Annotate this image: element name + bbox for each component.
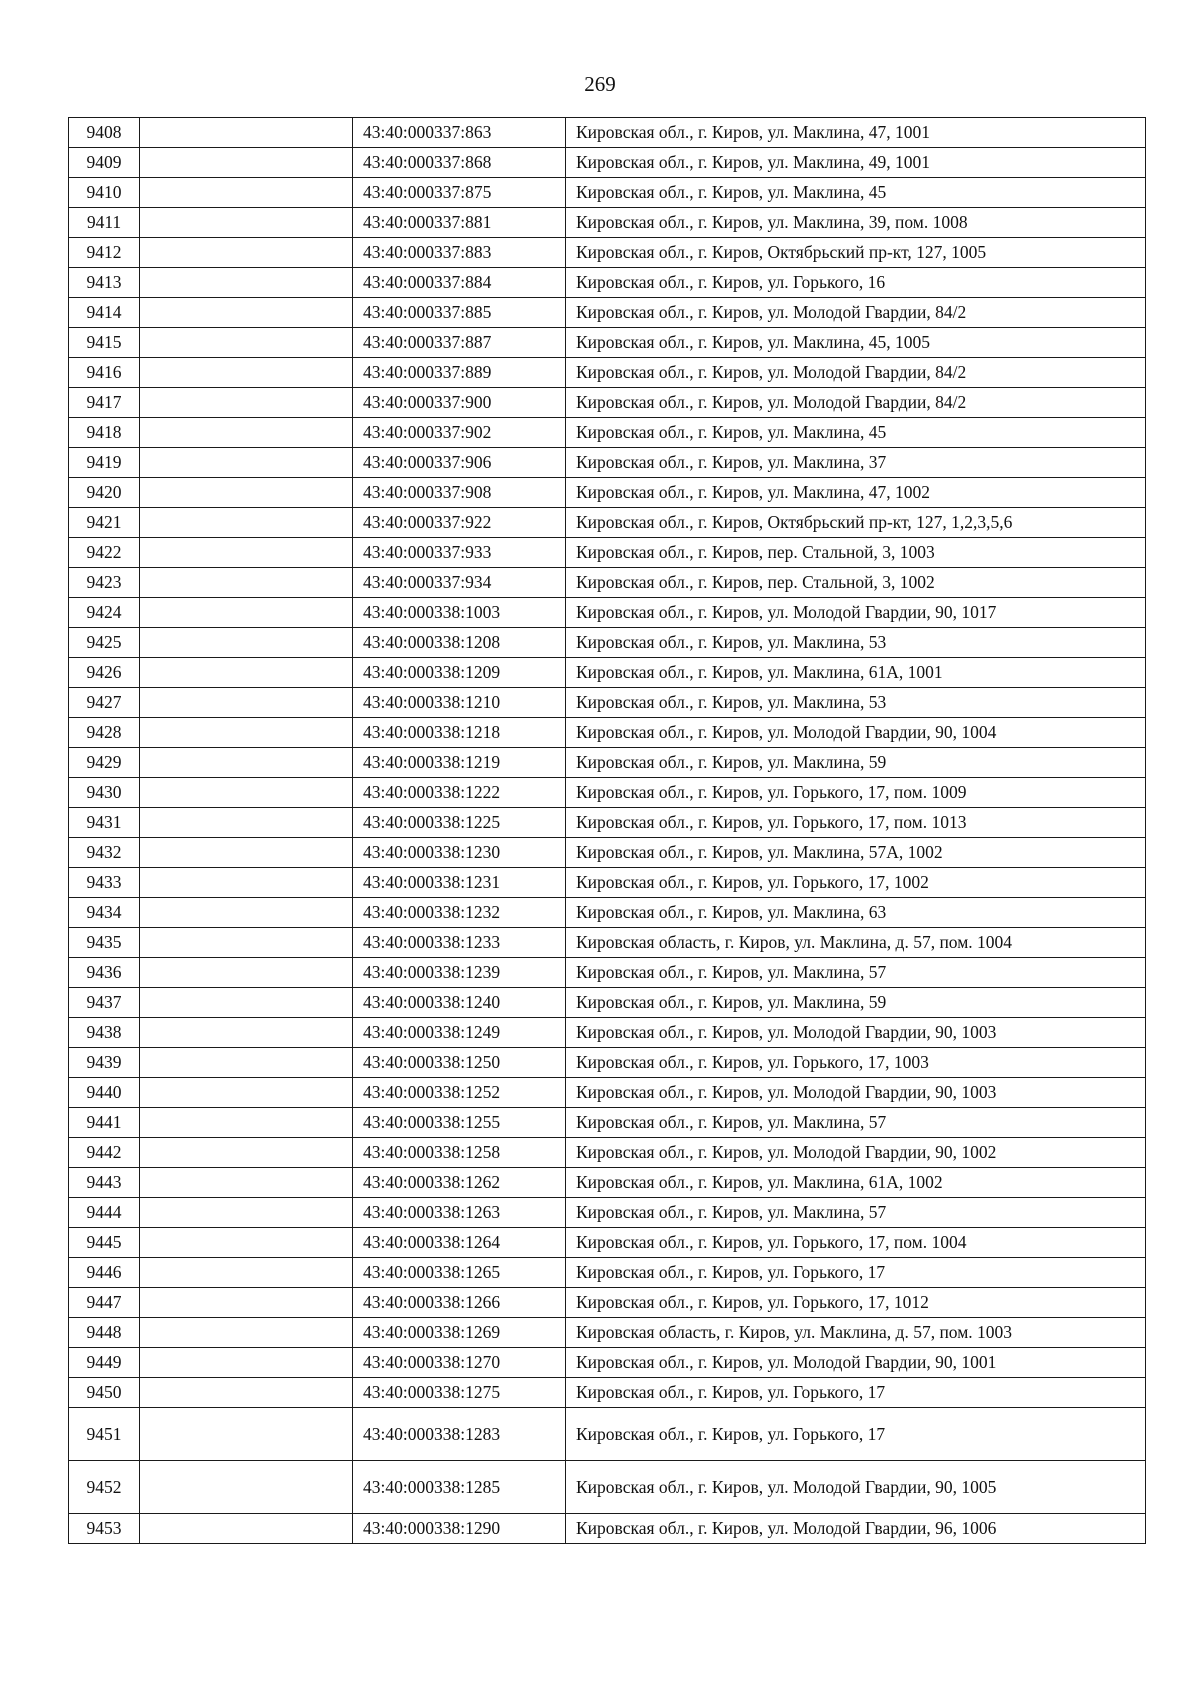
address-cell: Кировская обл., г. Киров, ул. Горького, 17	[566, 1258, 1146, 1288]
row-number-cell: 9440	[69, 1078, 140, 1108]
blank-cell	[140, 1258, 353, 1288]
table-row	[69, 358, 1146, 388]
cadastral-number-cell: 43:40:000338:1210	[353, 688, 566, 718]
blank-cell	[140, 1078, 353, 1108]
row-number-cell: 9447	[69, 1288, 140, 1318]
table-row	[69, 298, 1146, 328]
table-row	[69, 448, 1146, 478]
table-row	[69, 898, 1146, 928]
cadastral-number-cell: 43:40:000338:1240	[353, 988, 566, 1018]
row-number-cell: 9414	[69, 298, 140, 328]
blank-cell	[140, 118, 353, 148]
address-cell: Кировская обл., г. Киров, ул. Маклина, 57А, 1002	[566, 838, 1146, 868]
blank-cell	[140, 1168, 353, 1198]
blank-cell	[140, 658, 353, 688]
register-table	[68, 117, 1146, 1544]
row-number-cell: 9419	[69, 448, 140, 478]
table-row	[69, 658, 1146, 688]
blank-cell	[140, 508, 353, 538]
address-cell: Кировская обл., г. Киров, ул. Горького, 17, пом. 1004	[566, 1228, 1146, 1258]
cadastral-number-cell: 43:40:000337:889	[353, 358, 566, 388]
row-number-cell: 9420	[69, 478, 140, 508]
row-number-cell: 9437	[69, 988, 140, 1018]
row-number-cell: 9448	[69, 1318, 140, 1348]
address-cell: Кировская обл., г. Киров, ул. Маклина, 49, 1001	[566, 148, 1146, 178]
blank-cell	[140, 1228, 353, 1258]
blank-cell	[140, 598, 353, 628]
table-row	[69, 748, 1146, 778]
table-row	[69, 628, 1146, 658]
row-number-cell: 9417	[69, 388, 140, 418]
cadastral-number-cell: 43:40:000337:881	[353, 208, 566, 238]
row-number-cell: 9410	[69, 178, 140, 208]
address-cell: Кировская обл., г. Киров, ул. Маклина, 37	[566, 448, 1146, 478]
address-cell: Кировская обл., г. Киров, ул. Молодой Гвардии, 90, 1005	[566, 1461, 1146, 1514]
address-cell: Кировская обл., г. Киров, ул. Маклина, 45	[566, 418, 1146, 448]
row-number-cell: 9425	[69, 628, 140, 658]
table-row	[69, 268, 1146, 298]
blank-cell	[140, 778, 353, 808]
cadastral-number-cell: 43:40:000338:1270	[353, 1348, 566, 1378]
table-row	[69, 1514, 1146, 1544]
address-cell: Кировская обл., г. Киров, Октябрьский пр-кт, 127, 1005	[566, 238, 1146, 268]
blank-cell	[140, 268, 353, 298]
row-number-cell: 9426	[69, 658, 140, 688]
cadastral-number-cell: 43:40:000338:1269	[353, 1318, 566, 1348]
address-cell: Кировская обл., г. Киров, ул. Горького, 16	[566, 268, 1146, 298]
cadastral-number-cell: 43:40:000338:1290	[353, 1514, 566, 1544]
blank-cell	[140, 688, 353, 718]
table-row	[69, 778, 1146, 808]
table-row	[69, 1461, 1146, 1514]
blank-cell	[140, 1288, 353, 1318]
table-row	[69, 1318, 1146, 1348]
table-row	[69, 1108, 1146, 1138]
table-row	[69, 1018, 1146, 1048]
address-cell: Кировская обл., г. Киров, ул. Молодой Гвардии, 90, 1004	[566, 718, 1146, 748]
cadastral-number-cell: 43:40:000338:1258	[353, 1138, 566, 1168]
cadastral-number-cell: 43:40:000337:885	[353, 298, 566, 328]
address-cell: Кировская обл., г. Киров, ул. Горького, 17, 1002	[566, 868, 1146, 898]
cadastral-number-cell: 43:40:000338:1250	[353, 1048, 566, 1078]
blank-cell	[140, 898, 353, 928]
row-number-cell: 9412	[69, 238, 140, 268]
blank-cell	[140, 418, 353, 448]
cadastral-number-cell: 43:40:000338:1264	[353, 1228, 566, 1258]
table-row	[69, 1288, 1146, 1318]
row-number-cell: 9432	[69, 838, 140, 868]
row-number-cell: 9427	[69, 688, 140, 718]
register-table-body	[69, 118, 1146, 1544]
table-row	[69, 1258, 1146, 1288]
blank-cell	[140, 1138, 353, 1168]
address-cell: Кировская обл., г. Киров, ул. Маклина, 57	[566, 958, 1146, 988]
blank-cell	[140, 1348, 353, 1378]
blank-cell	[140, 568, 353, 598]
blank-cell	[140, 1108, 353, 1138]
cadastral-number-cell: 43:40:000337:875	[353, 178, 566, 208]
address-cell: Кировская обл., г. Киров, ул. Горького, 17	[566, 1378, 1146, 1408]
row-number-cell: 9450	[69, 1378, 140, 1408]
table-row	[69, 1048, 1146, 1078]
blank-cell	[140, 1318, 353, 1348]
cadastral-number-cell: 43:40:000338:1265	[353, 1258, 566, 1288]
address-cell: Кировская обл., г. Киров, ул. Горького, 17, пом. 1013	[566, 808, 1146, 838]
table-row	[69, 1348, 1146, 1378]
cadastral-number-cell: 43:40:000338:1266	[353, 1288, 566, 1318]
blank-cell	[140, 298, 353, 328]
row-number-cell: 9435	[69, 928, 140, 958]
cadastral-number-cell: 43:40:000337:902	[353, 418, 566, 448]
row-number-cell: 9451	[69, 1408, 140, 1461]
cadastral-number-cell: 43:40:000338:1003	[353, 598, 566, 628]
address-cell: Кировская обл., г. Киров, пер. Стальной, 3, 1003	[566, 538, 1146, 568]
table-row	[69, 568, 1146, 598]
blank-cell	[140, 838, 353, 868]
cadastral-number-cell: 43:40:000338:1285	[353, 1461, 566, 1514]
row-number-cell: 9449	[69, 1348, 140, 1378]
table-row	[69, 418, 1146, 448]
blank-cell	[140, 1514, 353, 1544]
table-row	[69, 718, 1146, 748]
cadastral-number-cell: 43:40:000338:1225	[353, 808, 566, 838]
row-number-cell: 9429	[69, 748, 140, 778]
row-number-cell: 9428	[69, 718, 140, 748]
address-cell: Кировская обл., г. Киров, ул. Молодой Гвардии, 90, 1001	[566, 1348, 1146, 1378]
cadastral-number-cell: 43:40:000337:868	[353, 148, 566, 178]
blank-cell	[140, 328, 353, 358]
row-number-cell: 9443	[69, 1168, 140, 1198]
address-cell: Кировская обл., г. Киров, ул. Молодой Гвардии, 90, 1003	[566, 1018, 1146, 1048]
table-row	[69, 238, 1146, 268]
address-cell: Кировская обл., г. Киров, ул. Маклина, 57	[566, 1198, 1146, 1228]
cadastral-number-cell: 43:40:000337:883	[353, 238, 566, 268]
table-row	[69, 808, 1146, 838]
address-cell: Кировская обл., г. Киров, ул. Маклина, 59	[566, 988, 1146, 1018]
cadastral-number-cell: 43:40:000338:1233	[353, 928, 566, 958]
blank-cell	[140, 388, 353, 418]
table-row	[69, 388, 1146, 418]
cadastral-number-cell: 43:40:000338:1231	[353, 868, 566, 898]
address-cell: Кировская обл., г. Киров, ул. Маклина, 39, пом. 1008	[566, 208, 1146, 238]
blank-cell	[140, 1018, 353, 1048]
row-number-cell: 9430	[69, 778, 140, 808]
table-row	[69, 478, 1146, 508]
address-cell: Кировская обл., г. Киров, ул. Маклина, 57	[566, 1108, 1146, 1138]
blank-cell	[140, 718, 353, 748]
blank-cell	[140, 238, 353, 268]
table-row	[69, 148, 1146, 178]
table-row	[69, 1168, 1146, 1198]
table-row	[69, 538, 1146, 568]
cadastral-number-cell: 43:40:000337:863	[353, 118, 566, 148]
blank-cell	[140, 1408, 353, 1461]
address-cell: Кировская обл., г. Киров, ул. Молодой Гвардии, 90, 1017	[566, 598, 1146, 628]
page-number: 269	[584, 72, 616, 96]
table-row	[69, 868, 1146, 898]
row-number-cell: 9445	[69, 1228, 140, 1258]
blank-cell	[140, 208, 353, 238]
row-number-cell: 9453	[69, 1514, 140, 1544]
cadastral-number-cell: 43:40:000338:1232	[353, 898, 566, 928]
address-cell: Кировская обл., г. Киров, ул. Маклина, 61А, 1001	[566, 658, 1146, 688]
table-row	[69, 1078, 1146, 1108]
cadastral-number-cell: 43:40:000338:1219	[353, 748, 566, 778]
cadastral-number-cell: 43:40:000338:1239	[353, 958, 566, 988]
table-row	[69, 118, 1146, 148]
table-row	[69, 1228, 1146, 1258]
table-row	[69, 1408, 1146, 1461]
row-number-cell: 9423	[69, 568, 140, 598]
blank-cell	[140, 1198, 353, 1228]
address-cell: Кировская обл., г. Киров, ул. Горького, 17, 1012	[566, 1288, 1146, 1318]
blank-cell	[140, 478, 353, 508]
table-row	[69, 328, 1146, 358]
cadastral-number-cell: 43:40:000338:1209	[353, 658, 566, 688]
address-cell: Кировская обл., г. Киров, ул. Маклина, 47, 1002	[566, 478, 1146, 508]
address-cell: Кировская обл., г. Киров, ул. Маклина, 53	[566, 628, 1146, 658]
address-cell: Кировская обл., г. Киров, ул. Маклина, 61А, 1002	[566, 1168, 1146, 1198]
row-number-cell: 9431	[69, 808, 140, 838]
cadastral-number-cell: 43:40:000338:1275	[353, 1378, 566, 1408]
blank-cell	[140, 148, 353, 178]
cadastral-number-cell: 43:40:000338:1263	[353, 1198, 566, 1228]
cadastral-number-cell: 43:40:000338:1262	[353, 1168, 566, 1198]
table-row	[69, 958, 1146, 988]
address-cell: Кировская обл., г. Киров, пер. Стальной, 3, 1002	[566, 568, 1146, 598]
cadastral-number-cell: 43:40:000337:900	[353, 388, 566, 418]
cadastral-number-cell: 43:40:000337:934	[353, 568, 566, 598]
cadastral-number-cell: 43:40:000338:1230	[353, 838, 566, 868]
cadastral-number-cell: 43:40:000338:1283	[353, 1408, 566, 1461]
blank-cell	[140, 1048, 353, 1078]
blank-cell	[140, 628, 353, 658]
address-cell: Кировская область, г. Киров, ул. Маклина, д. 57, пом. 1003	[566, 1318, 1146, 1348]
blank-cell	[140, 178, 353, 208]
row-number-cell: 9439	[69, 1048, 140, 1078]
row-number-cell: 9441	[69, 1108, 140, 1138]
address-cell: Кировская обл., г. Киров, ул. Молодой Гвардии, 84/2	[566, 358, 1146, 388]
cadastral-number-cell: 43:40:000338:1218	[353, 718, 566, 748]
table-row	[69, 838, 1146, 868]
address-cell: Кировская область, г. Киров, ул. Маклина, д. 57, пом. 1004	[566, 928, 1146, 958]
row-number-cell: 9446	[69, 1258, 140, 1288]
table-row	[69, 1198, 1146, 1228]
address-cell: Кировская обл., г. Киров, ул. Маклина, 45	[566, 178, 1146, 208]
address-cell: Кировская обл., г. Киров, ул. Горького, 17	[566, 1408, 1146, 1461]
address-cell: Кировская обл., г. Киров, ул. Маклина, 45, 1005	[566, 328, 1146, 358]
address-cell: Кировская обл., г. Киров, ул. Горького, 17, пом. 1009	[566, 778, 1146, 808]
address-cell: Кировская обл., г. Киров, ул. Горького, 17, 1003	[566, 1048, 1146, 1078]
row-number-cell: 9434	[69, 898, 140, 928]
row-number-cell: 9444	[69, 1198, 140, 1228]
address-cell: Кировская обл., г. Киров, Октябрьский пр-кт, 127, 1,2,3,5,6	[566, 508, 1146, 538]
row-number-cell: 9452	[69, 1461, 140, 1514]
cadastral-number-cell: 43:40:000337:922	[353, 508, 566, 538]
address-cell: Кировская обл., г. Киров, ул. Маклина, 53	[566, 688, 1146, 718]
cadastral-number-cell: 43:40:000337:887	[353, 328, 566, 358]
row-number-cell: 9413	[69, 268, 140, 298]
address-cell: Кировская обл., г. Киров, ул. Молодой Гвардии, 84/2	[566, 298, 1146, 328]
blank-cell	[140, 868, 353, 898]
address-cell: Кировская обл., г. Киров, ул. Молодой Гвардии, 84/2	[566, 388, 1146, 418]
table-row	[69, 178, 1146, 208]
row-number-cell: 9416	[69, 358, 140, 388]
blank-cell	[140, 958, 353, 988]
blank-cell	[140, 1461, 353, 1514]
row-number-cell: 9436	[69, 958, 140, 988]
address-cell: Кировская обл., г. Киров, ул. Маклина, 63	[566, 898, 1146, 928]
cadastral-number-cell: 43:40:000338:1255	[353, 1108, 566, 1138]
cadastral-number-cell: 43:40:000337:933	[353, 538, 566, 568]
table-row	[69, 1378, 1146, 1408]
row-number-cell: 9422	[69, 538, 140, 568]
blank-cell	[140, 358, 353, 388]
row-number-cell: 9433	[69, 868, 140, 898]
row-number-cell: 9408	[69, 118, 140, 148]
row-number-cell: 9438	[69, 1018, 140, 1048]
blank-cell	[140, 988, 353, 1018]
row-number-cell: 9442	[69, 1138, 140, 1168]
row-number-cell: 9415	[69, 328, 140, 358]
blank-cell	[140, 808, 353, 838]
blank-cell	[140, 1378, 353, 1408]
address-cell: Кировская обл., г. Киров, ул. Молодой Гвардии, 96, 1006	[566, 1514, 1146, 1544]
blank-cell	[140, 928, 353, 958]
table-row	[69, 688, 1146, 718]
cadastral-number-cell: 43:40:000337:908	[353, 478, 566, 508]
table-row	[69, 508, 1146, 538]
blank-cell	[140, 448, 353, 478]
table-row	[69, 928, 1146, 958]
address-cell: Кировская обл., г. Киров, ул. Молодой Гвардии, 90, 1003	[566, 1078, 1146, 1108]
row-number-cell: 9409	[69, 148, 140, 178]
address-cell: Кировская обл., г. Киров, ул. Молодой Гвардии, 90, 1002	[566, 1138, 1146, 1168]
cadastral-number-cell: 43:40:000338:1208	[353, 628, 566, 658]
cadastral-number-cell: 43:40:000338:1249	[353, 1018, 566, 1048]
row-number-cell: 9418	[69, 418, 140, 448]
table-row	[69, 598, 1146, 628]
address-cell: Кировская обл., г. Киров, ул. Маклина, 47, 1001	[566, 118, 1146, 148]
blank-cell	[140, 538, 353, 568]
cadastral-number-cell: 43:40:000338:1222	[353, 778, 566, 808]
table-row	[69, 988, 1146, 1018]
table-row	[69, 208, 1146, 238]
row-number-cell: 9424	[69, 598, 140, 628]
row-number-cell: 9411	[69, 208, 140, 238]
table-row	[69, 1138, 1146, 1168]
cadastral-number-cell: 43:40:000337:906	[353, 448, 566, 478]
cadastral-number-cell: 43:40:000338:1252	[353, 1078, 566, 1108]
address-cell: Кировская обл., г. Киров, ул. Маклина, 59	[566, 748, 1146, 778]
row-number-cell: 9421	[69, 508, 140, 538]
cadastral-number-cell: 43:40:000337:884	[353, 268, 566, 298]
blank-cell	[140, 748, 353, 778]
